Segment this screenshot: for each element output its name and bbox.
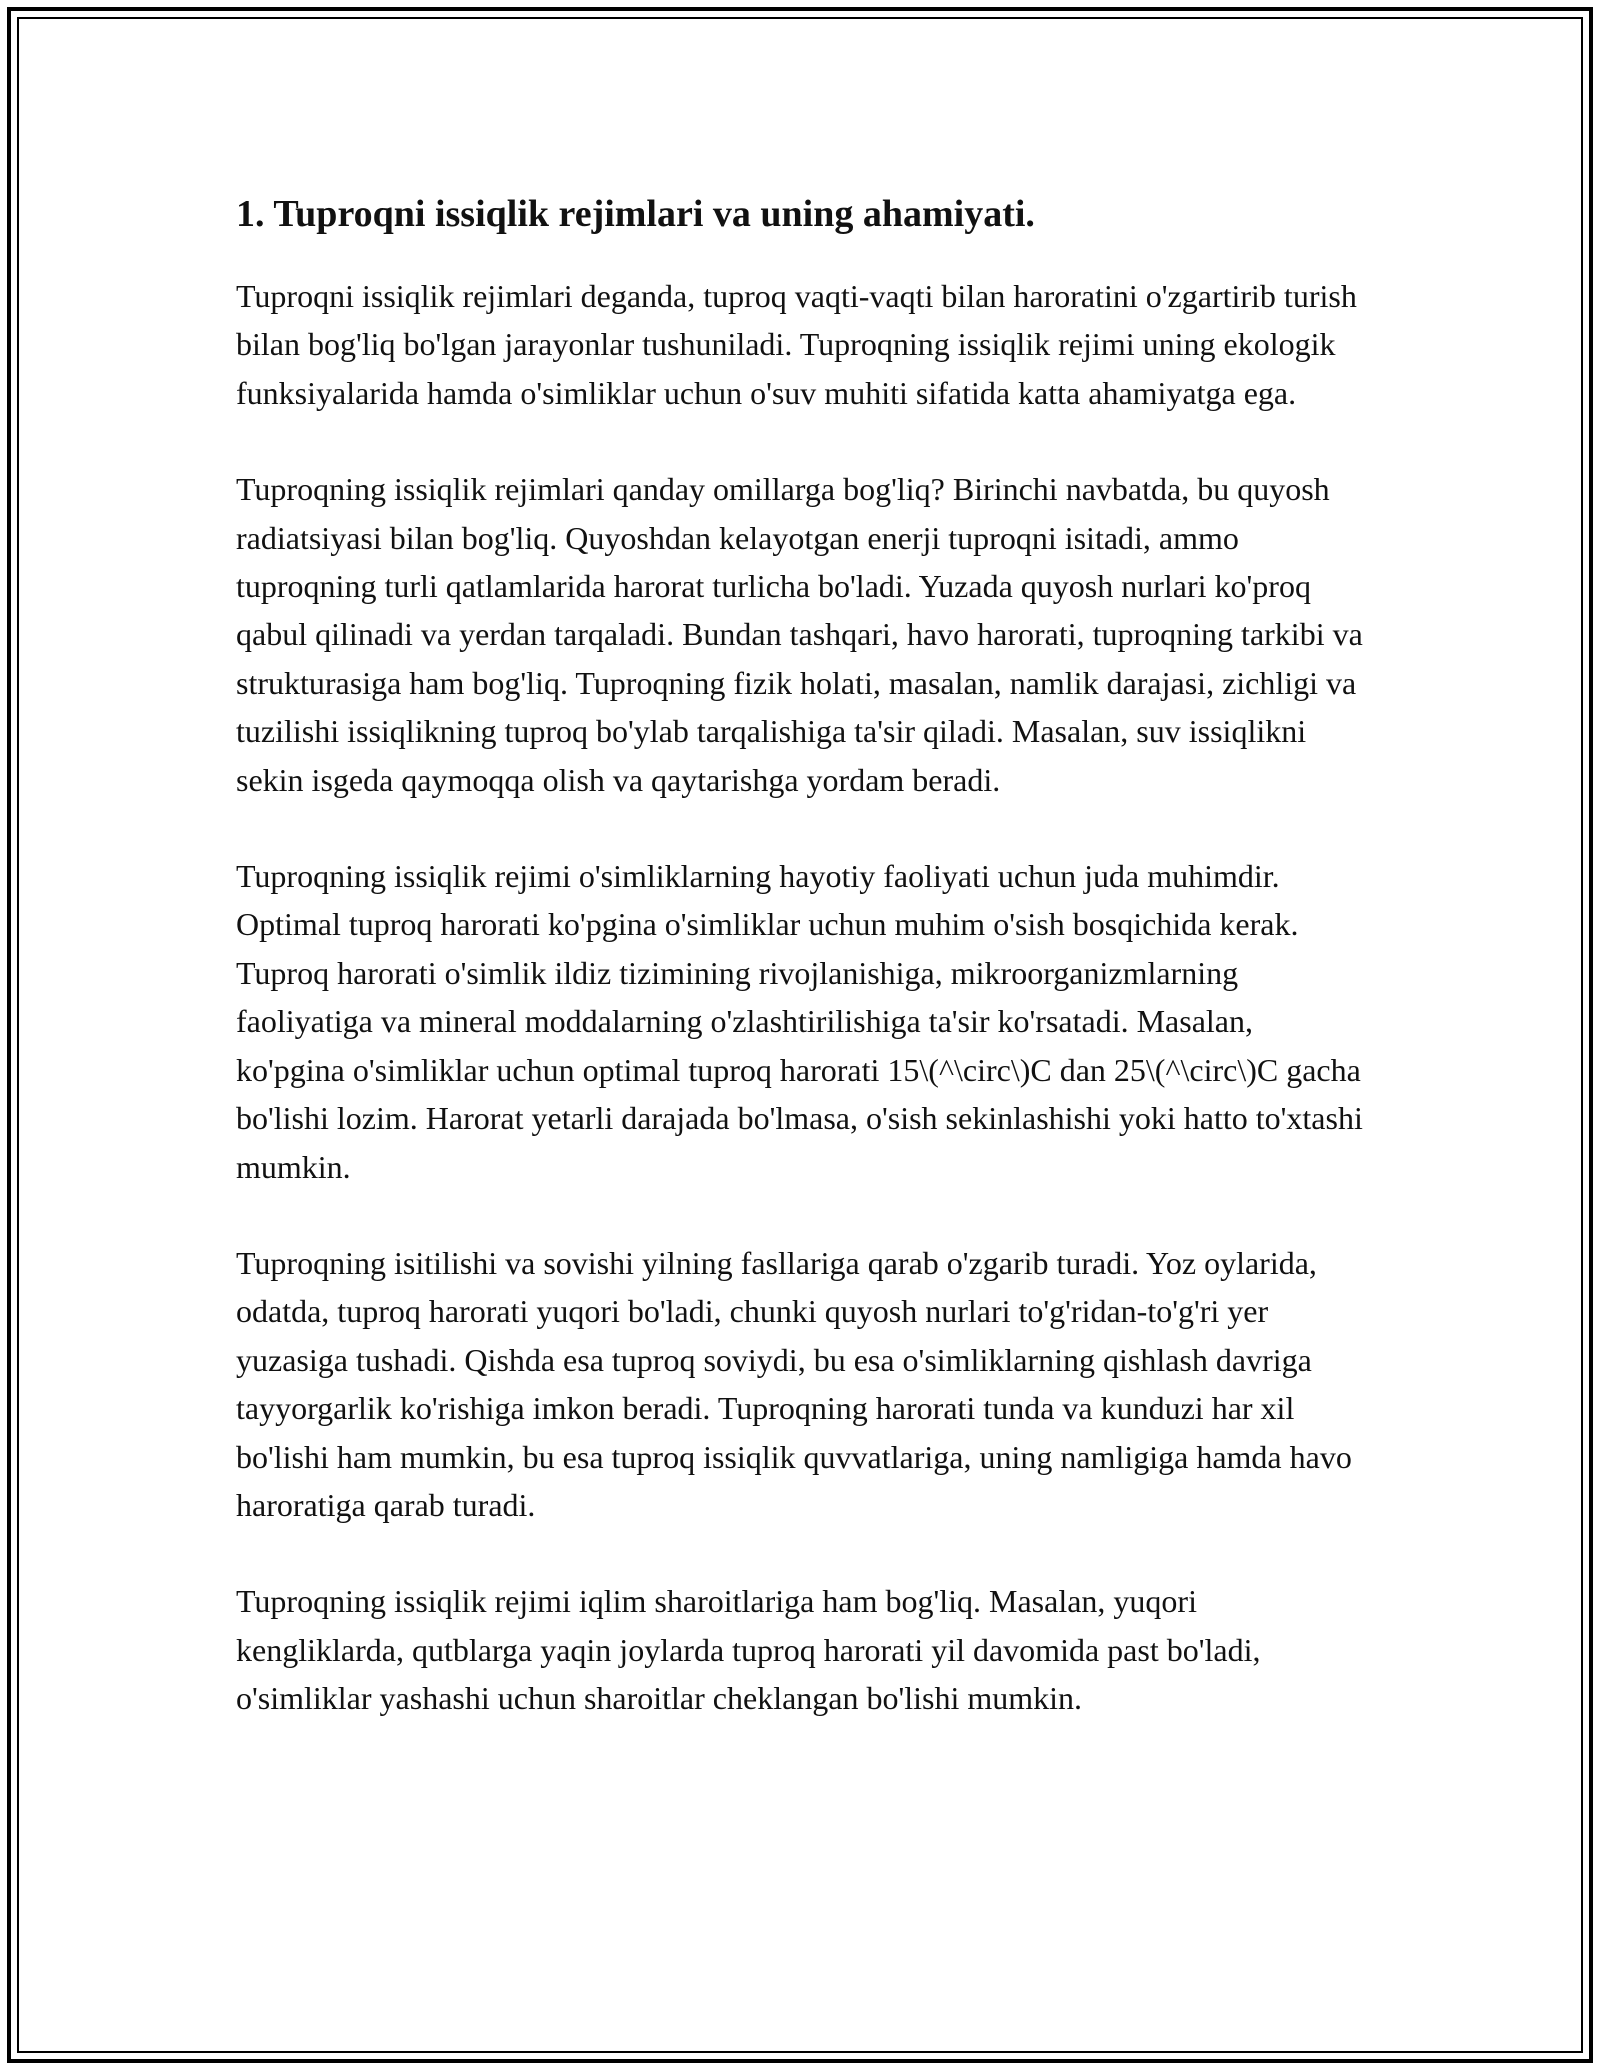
- section-heading: 1. Tuproqni issiqlik rejimlari va uning ahamiyati.: [236, 193, 1035, 235]
- paragraph-3: Tuproqning issiqlik rejimi o'simliklarning hayotiy faoliyati uchun juda muhimdir. Optimal tuproq harorati ko'pgina o'simliklar uchun muhim o'sish bosqichida kerak. Tuproq harorati o'simlik ildiz tizimining rivojlanishiga, mikroorganizmlarning faoliyatiga va mineral moddalarning o'zlashtirilishiga ta'sir ko'rsatadi. Masalan, ko'pgina o'simliklar uchun optimal tuproq harorati 15\(^\circ\)C dan 25\(^\circ\)C gacha bo'lishi lozim. Harorat yetarli darajada bo'lmasa, o'sish sekinlashishi yoki hatto to'xtashi mumkin.: [236, 858, 1363, 1185]
- paragraph-1: Tuproqni issiqlik rejimlari deganda, tuproq vaqti-vaqti bilan haroratini o'zgartirib turish bilan bog'liq bo'lgan jarayonlar tushuniladi. Tuproqning issiqlik rejimi uning ekologik funksiyalarida hamda o'simliklar uchun o'suv muhiti sifatida katta ahamiyatga ega.: [236, 278, 1357, 411]
- paragraph-2: Tuproqning issiqlik rejimlari qanday omillarga bog'liq? Birinchi navbatda, bu quyosh radiatsiyasi bilan bog'liq. Quyoshdan kelayotgan enerji tuproqni isitadi, ammo tuproqning turli qatlamlarida harorat turlicha bo'ladi. Yuzada quyosh nurlari ko'proq qabul qilinadi va yerdan tarqaladi. Bundan tashqari, havo harorati, tuproqning tarkibi va strukturasiga ham bog'liq. Tuproqning fizik holati, masalan, namlik darajasi, zichligi va tuzilishi issiqlikning tuproq bo'ylab tarqalishiga ta'sir qiladi. Masalan, suv issiqlikni sekin isgeda qaymoqqa olish va qaytarishga yordam beradi.: [236, 471, 1363, 798]
- paragraph-4: Tuproqning isitilishi va sovishi yilning fasllariga qarab o'zgarib turadi. Yoz oylarida, odatda, tuproq harorati yuqori bo'ladi, chunki quyosh nurlari to'g'ridan-to'g'ri yer yuzasiga tushadi. Qishda esa tuproq soviydi, bu esa o'simliklarning qishlash davriga tayyorgarlik ko'rishiga imkon beradi. Tuproqning harorati tunda va kunduzi har xil bo'lishi ham mumkin, bu esa tuproq issiqlik quvvatlariga, uning namligiga hamda havo haroratiga qarab turadi.: [236, 1244, 1352, 1523]
- paragraph-5: Tuproqning issiqlik rejimi iqlim sharoitlariga ham bog'liq. Masalan, yuqori kengliklarda, qutblarga yaqin joylarda tuproq harorati yil davomida past bo'ladi, o'simliklar yashashi uchun sharoitlar cheklangan bo'lishi mumkin.: [236, 1583, 1261, 1717]
- document-body: [236, 186, 1366, 1771]
